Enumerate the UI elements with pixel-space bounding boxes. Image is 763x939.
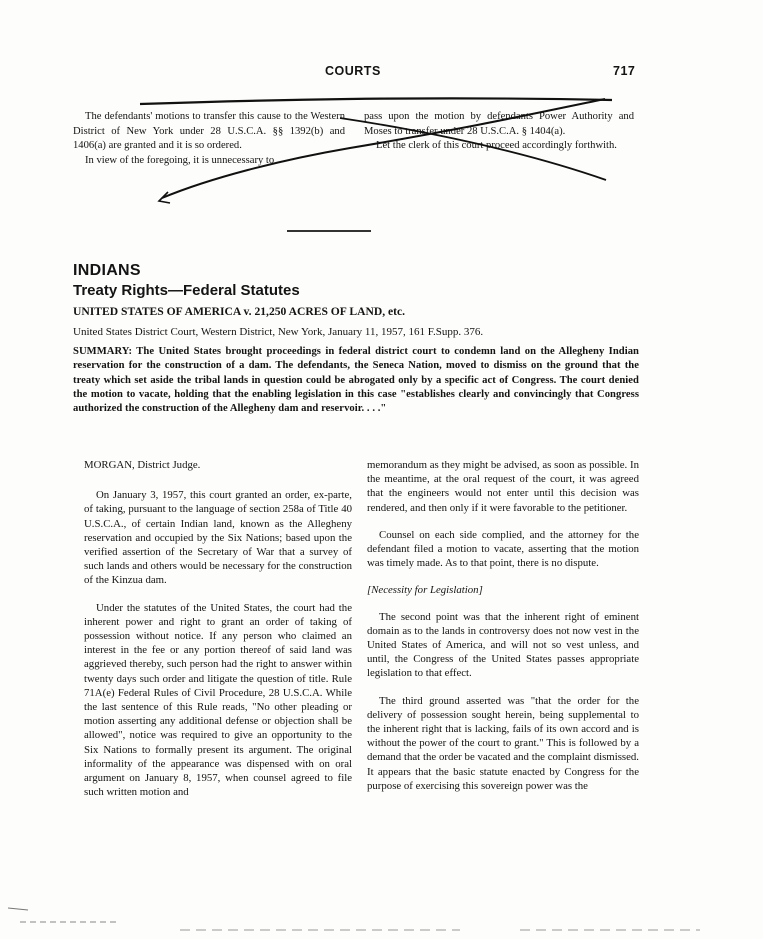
previous-case-left-column	[73, 110, 345, 168]
paragraph: Under the statutes of the United States, the court had the inherent power and right to grant an order of taking of possession without notice. If any person who claimed an interest in the fee or any portion thereof of said land was aggrieved thereby, such person had the right to answer within twenty days such order and litigate the question of title. Rule 71A(e) Federal Rules of Civil Procedure, 28 U.S.C.A. While the last sentence of this Rule reads, "No other pleading or motion asserting any additional defense or objection shall be allowed", notice was required to give an opportunity to the Six Nations to formally present its argument. The original informality of the appearance was dispensed with on oral argument on January 8, 1957, when counsel agreed to file such written motion and	[84, 601, 352, 799]
paragraph: Counsel on each side complied, and the attorney for the defendant filed a motion to vacate, asserting that the motion was timely made. As to that point, there is no dispute.	[367, 528, 639, 570]
section-subtitle: Treaty Rights—Federal Statutes	[73, 282, 300, 299]
previous-case-right-column	[364, 110, 634, 154]
summary-label: SUMMARY:	[73, 346, 133, 357]
summary-text: The United States brought proceedings in federal district court to condemn land on the Allegheny Indian reservation for the construction of a dam. The defendants, the Seneca Nation, moved to dismiss on the ground that the treaty which set aside the tribal lands in question could be abrogated only by a specific act of Congress. The court denied the motion to vacate, holding that the enabling legislation in this case "establishes clearly and convincingly that Congress authorized the construction of the Allegheny dam and reservoir. . . ."	[73, 346, 639, 415]
judge-name: MORGAN, District Judge.	[84, 459, 201, 471]
paragraph: memorandum as they might be advised, as soon as possible. In the meantime, at the oral request of the court, it was agreed that the engineers would not enter until this decision was rendered, and then only if it were favorable to the petitioner.	[367, 459, 639, 514]
paragraph: The defendants' motions to transfer this cause to the Western District of New York under 28 U.S.C.A. §§ 1392(b) and 1406(a) are granted and it is so ordered.	[73, 111, 345, 151]
section-title: INDIANS	[73, 262, 141, 279]
section-divider	[287, 230, 371, 232]
subheading: [Necessity for Legislation]	[367, 584, 483, 597]
paragraph: pass upon the motion by defendants Power Authority and Moses to transfer under 28 U.S.C.A. § 1404(a).	[364, 111, 634, 137]
page-number: 717	[613, 64, 636, 78]
opinion-left-column	[84, 458, 352, 812]
paragraph: The third ground asserted was "that the order for the delivery of possession sought herein, being supplemental to the inherent right that is lacking, fails of its own accord and is without the power of the court to grant." This is followed by a demand that the order be vacated and the complaint dismissed. It appears that the basic statute enacted by Congress for the purpose of exercising this sovereign power was the	[367, 694, 639, 792]
opinion-right-column	[367, 458, 639, 806]
case-title: UNITED STATES OF AMERICA v. 21,250 ACRES OF LAND, etc.	[73, 305, 406, 318]
paragraph: The second point was that the inherent right of eminent domain as to the lands in controversy does not now vest in the United States of America, and will not so vest unless, and until, the Congress of the United States passes appropriate legislation to that effect.	[367, 610, 639, 680]
paragraph: Let the clerk of this court proceed accordingly forthwith.	[376, 140, 617, 151]
paragraph: On January 3, 1957, this court granted an order, ex-parte, of taking, pursuant to the language of section 258a of Title 40 U.S.C.A., of certain Indian land, known as the Allegheny reservation and occupied by the Six Nations; based upon the verified assertion of the Secretary of War that a survey of such lands and others would be necessary for the construction of the Kinzua dam.	[84, 489, 352, 587]
running-header-title: COURTS	[325, 64, 381, 78]
case-citation: United States District Court, Western District, New York, January 11, 1957, 161 F.Supp. 376.	[73, 326, 484, 338]
paragraph: In view of the foregoing, it is unnecessary to	[85, 154, 275, 166]
case-summary	[73, 345, 639, 416]
